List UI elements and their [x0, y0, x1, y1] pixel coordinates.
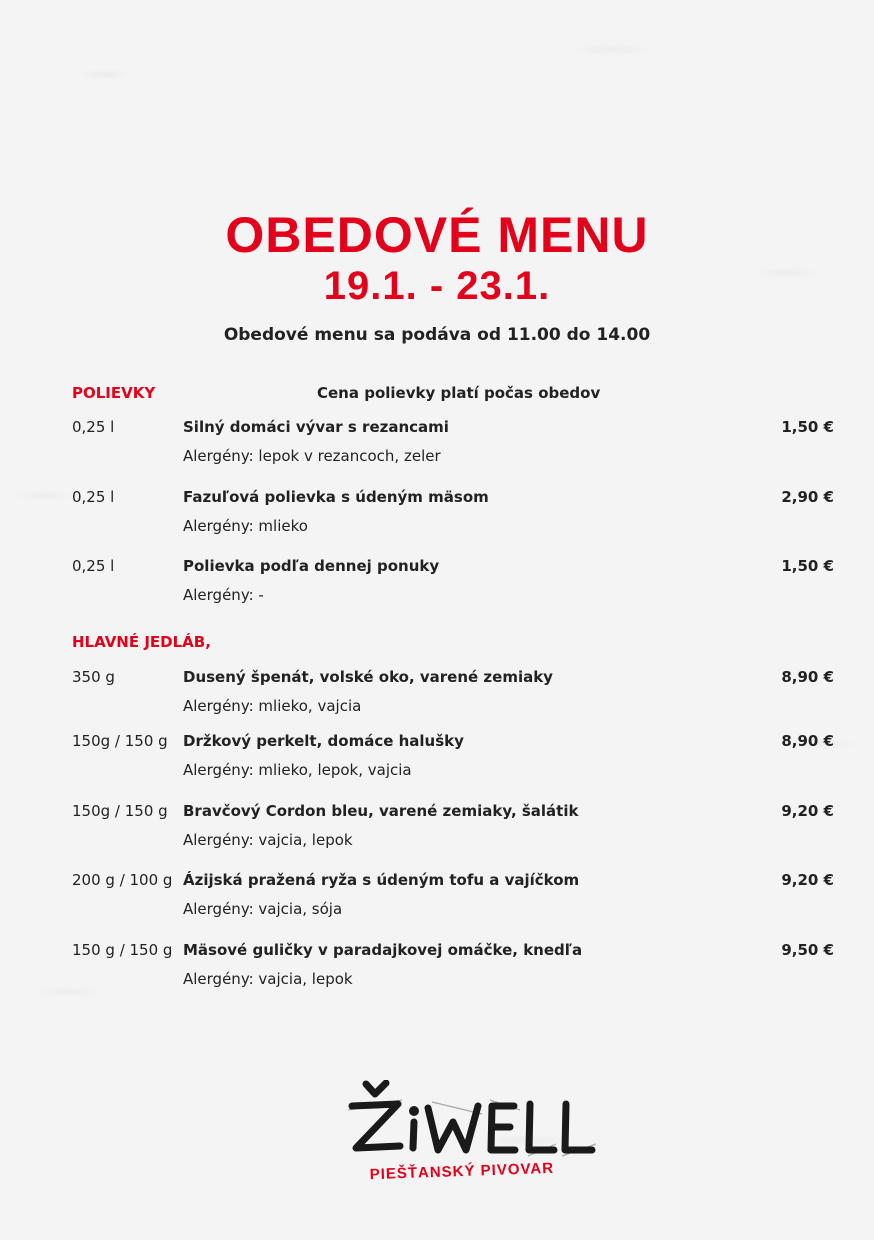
soups-section-header	[72, 381, 842, 405]
item-allergens: Alergény: mlieko, vajcia	[183, 697, 362, 715]
item-quantity: 0,25 l	[72, 418, 115, 436]
item-price: 1,50 €	[781, 557, 834, 575]
item-name: Bravčový Cordon bleu, varené zemiaky, šalátik	[183, 802, 579, 820]
item-allergens: Alergény: vajcia, lepok	[183, 970, 353, 988]
main-dish-item	[72, 799, 838, 855]
item-name: Dusený špenát, volské oko, varené zemiaky	[183, 668, 553, 686]
item-allergens: Alergény: mlieko	[183, 517, 308, 535]
item-price: 8,90 €	[781, 668, 834, 686]
ziwell-logo-graphic	[342, 1080, 602, 1192]
item-quantity: 0,25 l	[72, 488, 115, 506]
item-price: 8,90 €	[781, 732, 834, 750]
serving-hours: Obedové menu sa podáva od 11.00 do 14.00	[223, 325, 651, 345]
soup-item	[72, 485, 838, 541]
item-quantity: 150g / 150 g	[72, 802, 168, 820]
item-quantity: 350 g	[72, 668, 115, 686]
item-price: 9,20 €	[781, 871, 834, 889]
item-allergens: Alergény: vajcia, lepok	[183, 831, 353, 849]
item-allergens: Alergény: mlieko, lepok, vajcia	[183, 761, 412, 779]
item-quantity: 150g / 150 g	[72, 732, 168, 750]
item-quantity: 200 g / 100 g	[72, 871, 173, 889]
item-name: Držkový perkelt, domáce halušky	[183, 732, 464, 750]
item-quantity: 0,25 l	[72, 557, 115, 575]
item-quantity: 150 g / 150 g	[72, 941, 173, 959]
soup-item	[72, 415, 838, 471]
mains-section-header	[72, 630, 842, 654]
mains-label: HLAVNÉ JEDLÁB,	[72, 633, 211, 651]
soups-price-note: Cena polievky platí počas obedov	[317, 384, 601, 402]
logo-subtitle: PIEŠŤANSKÝ PIVOVAR	[369, 1159, 555, 1184]
main-dish-item	[72, 729, 838, 785]
item-price: 9,20 €	[781, 802, 834, 820]
item-price: 1,50 €	[781, 418, 834, 436]
item-name: Ázijská pražená ryža s údeným tofu a vajíčkom	[183, 871, 580, 889]
item-allergens: Alergény: vajcia, sója	[183, 900, 343, 918]
main-dish-item	[72, 938, 838, 994]
menu-dates: 19.1. - 23.1.	[323, 264, 551, 308]
item-name: Polievka podľa dennej ponuky	[183, 557, 440, 575]
item-price: 9,50 €	[781, 941, 834, 959]
item-allergens: Alergény: -	[183, 586, 264, 604]
item-name: Fazuľová polievka s údeným mäsom	[183, 488, 489, 506]
menu-title: OBEDOVÉ MENU	[225, 207, 649, 263]
item-name: Silný domáci vývar s rezancami	[183, 418, 449, 436]
item-allergens: Alergény: lepok v rezancoch, zeler	[183, 447, 441, 465]
main-dish-item	[72, 665, 838, 721]
main-dish-item	[72, 868, 838, 924]
item-price: 2,90 €	[781, 488, 834, 506]
item-name: Mäsové guličky v paradajkovej omáčke, knedľa	[183, 941, 583, 959]
brewery-logo	[342, 1080, 602, 1192]
soups-label: POLIEVKY	[72, 384, 156, 402]
soup-item	[72, 554, 838, 610]
